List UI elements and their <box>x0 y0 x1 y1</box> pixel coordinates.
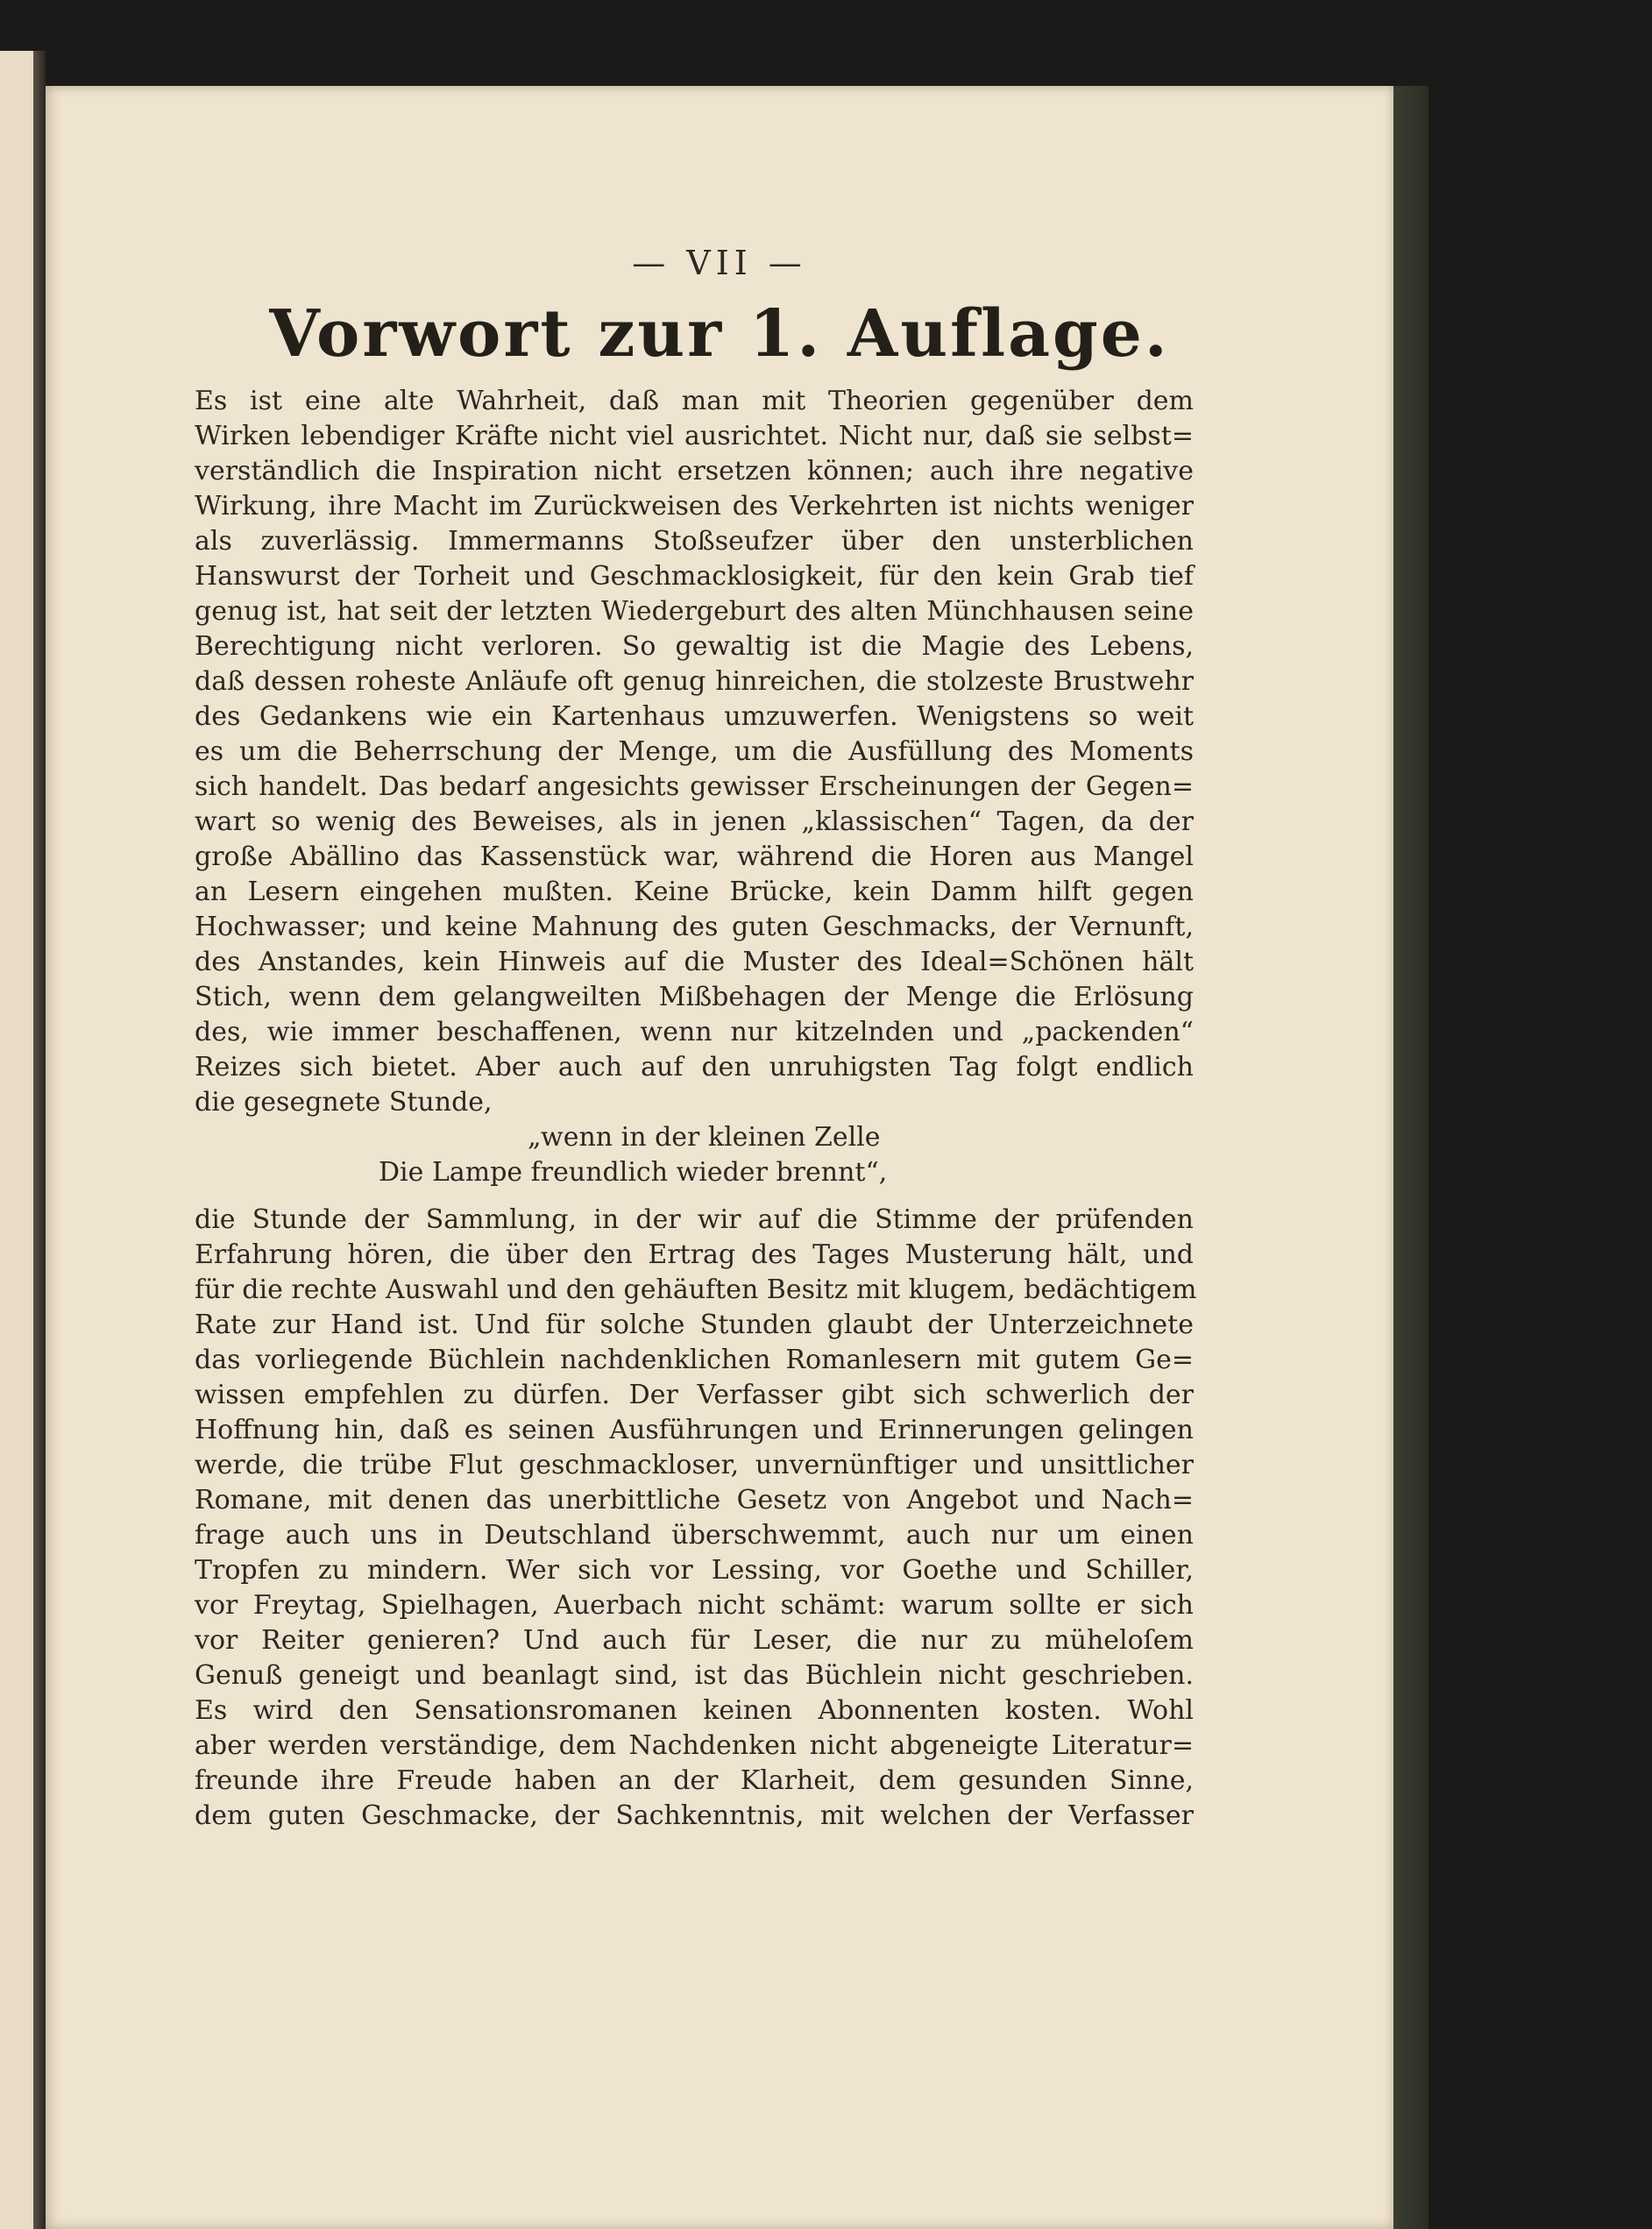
text-line: daß dessen roheste Anläufe oft genug hinreichen, die stolzeste Brustwehr <box>195 666 1194 697</box>
text-line: als zuverlässig. Immermanns Stoßseufzer über den unsterblichen <box>195 526 1194 557</box>
text-line: genug ist, hat seit der letzten Wiedergeburt des alten Münchhausen seine <box>195 596 1194 627</box>
text-line: werde, die trübe Flut geschmackloser, unvernünftiger und unsittlicher <box>195 1450 1194 1480</box>
text-line: an Lesern eingehen mußten. Keine Brücke, kein Damm hilft gegen <box>195 877 1194 907</box>
text-line: sich handelt. Das bedarf angesichts gewisser Erscheinungen der Gegen= <box>195 771 1194 802</box>
text-line: Hochwasser; und keine Mahnung des guten Geschmacks, der Vernunft, <box>195 912 1194 942</box>
text-line: Tropfen zu mindern. Wer sich vor Lessing, vor Goethe und Schiller, <box>195 1555 1194 1586</box>
text-line: Reizes sich bietet. Aber auch auf den unruhigsten Tag folgt endlich <box>195 1052 1194 1083</box>
verse-line: Die Lampe freundlich wieder brennt“, <box>379 1157 888 1188</box>
page-title: Vorwort zur 1. Auflage. <box>269 296 1170 372</box>
book-cover-edge <box>1393 86 1429 2229</box>
book-gutter <box>33 51 46 2229</box>
text-line: Wirkung, ihre Macht im Zurückweisen des Verkehrten ist nichts weniger <box>195 491 1194 522</box>
book-page <box>46 86 1393 2229</box>
text-line: vor Freytag, Spielhagen, Auerbach nicht schämt: warum sollte er sich <box>195 1590 1194 1621</box>
text-line: für die rechte Auswahl und den gehäuften Besitz mit klugem, bedächtigem <box>195 1274 1197 1305</box>
previous-page-edge <box>0 51 35 2229</box>
text-line: freunde ihre Freude haben an der Klarheit, dem gesunden Sinne, <box>195 1765 1194 1796</box>
text-line: Erfahrung hören, die über den Ertrag des Tages Musterung hält, und <box>195 1239 1194 1270</box>
text-line: Wirken lebendiger Kräfte nicht viel ausrichtet. Nicht nur, daß sie selbst= <box>195 421 1194 451</box>
verse-spacer <box>195 1190 1194 1203</box>
text-line: Es wird den Sensationsromanen keinen Abonnenten kosten. Wohl <box>195 1695 1194 1726</box>
text-line: vor Reiter genieren? Und auch für Leser, die nur zu müheloſem <box>195 1625 1194 1656</box>
text-line: das vorliegende Büchlein nachdenklichen Romanlesern mit gutem Ge= <box>195 1345 1194 1375</box>
body-text <box>195 384 1197 1834</box>
page-number: — VII — <box>632 244 807 282</box>
paragraph-2 <box>195 1203 1197 1834</box>
text-line: Rate zur Hand ist. Und für solche Stunden glaubt der Unterzeichnete <box>195 1310 1194 1340</box>
text-line: Romane, mit denen das unerbittliche Gesetz von Angebot und Nach= <box>195 1485 1194 1516</box>
text-line: wart so wenig des Beweises, als in jenen „klassischen“ Tagen, da der <box>195 806 1194 837</box>
text-line: wissen empfehlen zu dürfen. Der Verfasser gibt sich schwerlich der <box>195 1380 1194 1410</box>
paragraph-1 <box>195 384 1194 1120</box>
text-line: Stich, wenn dem gelangweilten Mißbehagen der Menge die Erlösung <box>195 982 1194 1012</box>
verse-line: „wenn in der kleinen Zelle <box>528 1122 881 1153</box>
text-line: dem guten Geschmacke, der Sachkenntnis, mit welchen der Verfasser <box>195 1800 1194 1831</box>
text-line: des Gedankens wie ein Kartenhaus umzuwerfen. Wenigstens so weit <box>195 701 1194 732</box>
text-line: des Anstandes, kein Hinweis auf die Muster des Ideal=Schönen hält <box>195 947 1194 977</box>
text-line: verständlich die Inspiration nicht ersetzen können; auch ihre negative <box>195 456 1194 486</box>
text-line: aber werden verständige, dem Nachdenken nicht abgeneigte Literatur= <box>195 1730 1194 1761</box>
text-line: die gesegnete Stunde, <box>195 1087 493 1118</box>
text-line: Hanswurst der Torheit und Geschmacklosigkeit, für den kein Grab tief <box>195 561 1194 592</box>
text-line: es um die Beherrschung der Menge, um die Ausfüllung des Moments <box>195 736 1194 767</box>
text-line: frage auch uns in Deutschland überschwemmt, auch nur um einen <box>195 1520 1194 1551</box>
text-line: große Abällino das Kassenstück war, während die Horen aus Mangel <box>195 841 1194 872</box>
text-line: Es ist eine alte Wahrheit, daß man mit Theorien gegenüber dem <box>195 386 1194 416</box>
text-line: des, wie immer beschaffenen, wenn nur kitzelnden und „packenden“ <box>195 1017 1194 1047</box>
text-line: Hoffnung hin, daß es seinen Ausführungen und Erinnerungen gelingen <box>195 1415 1194 1445</box>
text-line: Genuß geneigt und beanlagt sind, ist das Büchlein nicht geschrieben. <box>195 1660 1194 1691</box>
verse-quote <box>195 1120 1194 1190</box>
text-line: die Stunde der Sammlung, in der wir auf die Stimme der prüfenden <box>195 1204 1194 1235</box>
text-line: Berechtigung nicht verloren. So gewaltig ist die Magie des Lebens, <box>195 631 1194 662</box>
